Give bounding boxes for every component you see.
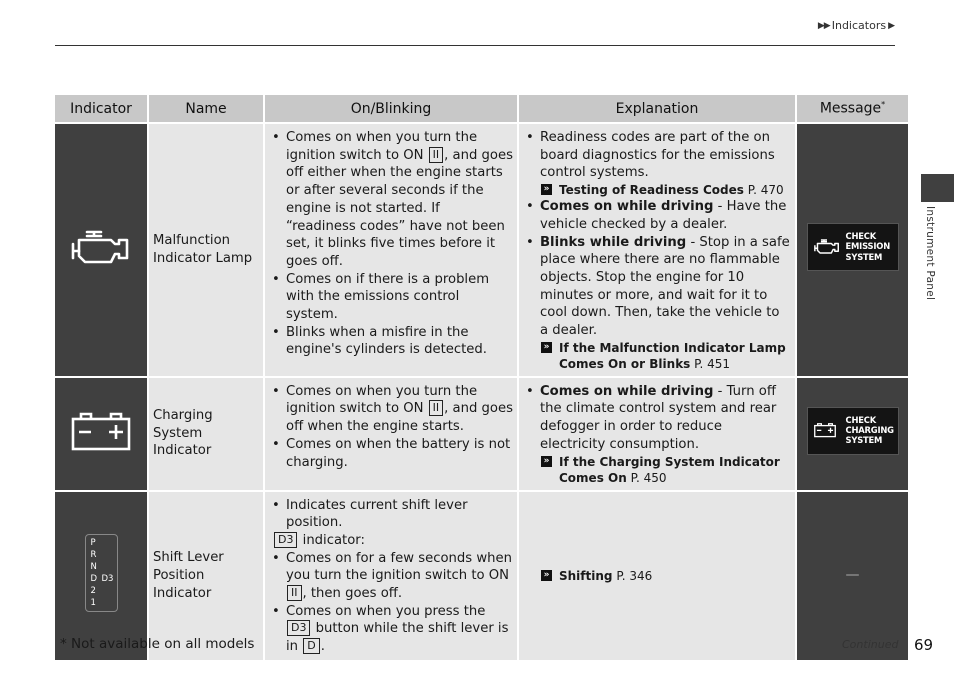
d3-key-icon: D3 — [274, 532, 297, 548]
breadcrumb-arrows-icon: ▶▶ — [817, 20, 830, 31]
indicator-table — [53, 93, 910, 662]
engine-icon — [71, 228, 131, 266]
header-message — [797, 95, 908, 122]
indicator-name: Charging System Indicator — [149, 378, 263, 490]
list-item: • Indicates current shift lever position. — [269, 497, 513, 532]
list-item: • Readiness codes are part of the on board diagnostics for the emissions control systems. — [523, 129, 791, 182]
side-tab[interactable] — [921, 174, 954, 202]
message-display: CHECK CHARGING SYSTEM — [807, 407, 899, 455]
indicator-cell — [55, 492, 147, 660]
ignition-on-key-icon: II — [287, 585, 302, 601]
list-item: • Comes on when the battery is not charging. — [269, 436, 513, 471]
reference-arrow-icon: » — [541, 184, 552, 195]
header-name: Name — [149, 95, 263, 122]
breadcrumb — [818, 19, 894, 32]
header-indicator: Indicator — [55, 95, 147, 122]
table-header-row — [55, 95, 908, 122]
list-item: • Comes on if there is a problem with the emissions control system. — [269, 271, 513, 324]
message-cell — [797, 378, 908, 490]
header-explanation: Explanation — [519, 95, 795, 122]
breadcrumb-end-arrow-icon: ▶ — [888, 20, 894, 31]
page-number: 69 — [914, 636, 934, 654]
list-item: • Blinks when a misfire in the engine's cylinders is detected. — [269, 324, 513, 359]
list-item: • Comes on when you turn the ignition switch to ON II , and goes off when the engine starts. — [269, 383, 513, 436]
explanation-cell — [519, 492, 795, 660]
reference-arrow-icon: » — [541, 342, 552, 353]
list-item: • Comes on when you turn the ignition switch to ON II , and goes off either when the engine starts or after several seconds if the engine is not started. If “readiness codes” have not been set, it blinks five times before it goes off. — [269, 129, 513, 271]
message-cell — [797, 124, 908, 376]
list-item: • Comes on when you press the D3 button while the shift lever is in D . — [269, 603, 513, 656]
shift-lever-icon: P R N D D3 2 1 — [85, 534, 118, 612]
on-blinking-cell — [265, 378, 517, 490]
table-row — [55, 378, 908, 490]
header-message-label: Message — [819, 100, 882, 117]
no-message-dash: — — [845, 566, 860, 583]
message-cell — [797, 492, 908, 660]
header-message-mark: * — [881, 100, 886, 110]
indicator-cell — [55, 124, 147, 376]
continued-label: Continued — [842, 638, 899, 651]
table-row — [55, 124, 908, 376]
d3-key-icon: D3 — [287, 620, 310, 636]
side-tab-label: Instrument Panel — [924, 206, 936, 301]
list-item: • Blinks while driving - Stop in a safe place where there are no flammable objects. Stop the engine for 10 minutes or more, and wait for it to cool down. Then, take the vehicle to a dealer. — [523, 234, 791, 340]
reference-arrow-icon: » — [541, 570, 552, 581]
top-rule — [55, 45, 895, 46]
page-reference[interactable]: » Shifting P. 346 — [523, 568, 791, 584]
battery-icon — [71, 411, 131, 451]
reference-arrow-icon: » — [541, 456, 552, 467]
message-display: CHECK EMISSION SYSTEM — [807, 223, 899, 271]
page-reference[interactable]: » Testing of Readiness Codes P. 470 — [523, 182, 791, 198]
page-reference[interactable]: » If the Malfunction Indicator Lamp Comes On or Blinks P. 451 — [523, 340, 791, 372]
d3-indicator-label: D3 indicator: — [269, 532, 513, 550]
list-item: • Comes on for a few seconds when you turn the ignition switch to ON II , then goes off. — [269, 550, 513, 603]
on-blinking-cell — [265, 124, 517, 376]
list-item: • Comes on while driving - Have the vehicle checked by a dealer. — [523, 198, 791, 233]
on-blinking-cell — [265, 492, 517, 660]
header-on-blinking: On/Blinking — [265, 95, 517, 122]
ignition-on-key-icon: II — [429, 400, 444, 416]
d-key-icon: D — [303, 638, 319, 654]
page-reference[interactable]: » If the Charging System Indicator Comes On P. 450 — [523, 454, 791, 486]
battery-icon — [814, 422, 836, 438]
table-row — [55, 492, 908, 660]
engine-icon — [814, 238, 840, 255]
ignition-on-key-icon: II — [429, 147, 444, 163]
indicator-name: Shift Lever Position Indicator — [149, 492, 263, 660]
explanation-cell — [519, 378, 795, 490]
indicator-name: Malfunction Indicator Lamp — [149, 124, 263, 376]
indicator-cell — [55, 378, 147, 490]
footnote: * Not available on all models — [60, 636, 255, 652]
breadcrumb-section[interactable]: Indicators — [831, 19, 887, 32]
list-item: • Comes on while driving - Turn off the climate control system and rear defogger in order to reduce electricity consumption. — [523, 383, 791, 454]
explanation-cell — [519, 124, 795, 376]
